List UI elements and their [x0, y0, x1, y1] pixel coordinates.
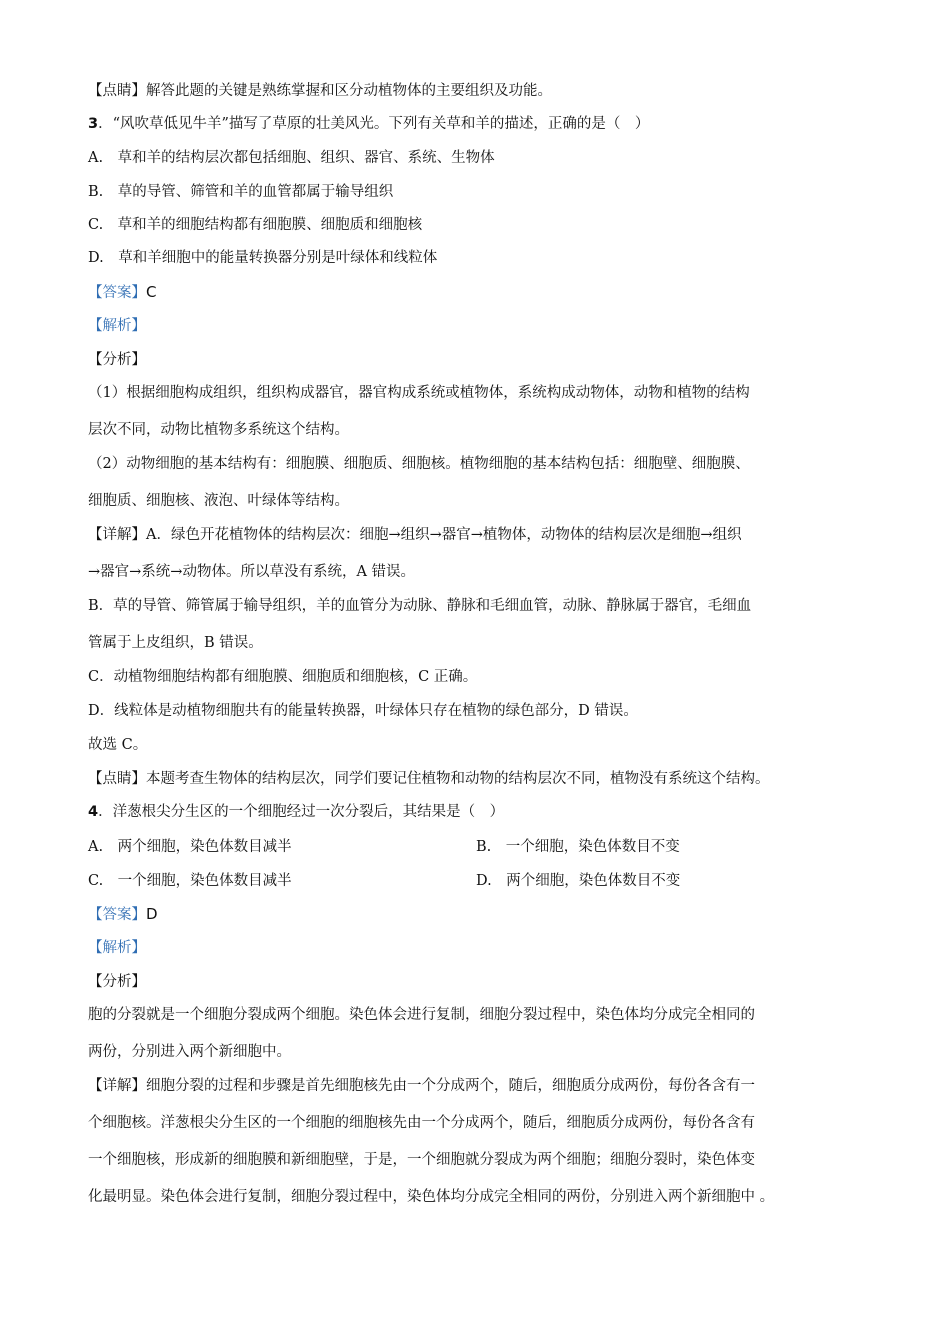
q3-xiangjie-line: C．动植物细胞结构都有细胞膜、细胞质和细胞核，C 正确。 — [88, 669, 478, 685]
q3-xiangjie-line: 故选 C。 — [88, 737, 148, 753]
xiangjie-line: A．绿色开花植物体的结构层次：细胞→组织→器官→植物体，动物体的结构层次是细胞→组织 — [146, 527, 742, 543]
q4-option-b: B. 一个细胞，染色体数目不变 — [476, 839, 680, 855]
q4-fenxi-line: 两份，分别进入两个新细胞中。 — [88, 1044, 291, 1060]
q4-option-d: D. 两个细胞，染色体数目不变 — [476, 873, 681, 889]
q4-xiangjie-line: 个细胞核。洋葱根尖分生区的一个细胞的细胞核先由一个分成两个，随后，细胞质分成两份，每份各含有 — [88, 1115, 755, 1131]
q4-fenxi-line: 胞的分裂就是一个细胞分裂成两个细胞。染色体会进行复制，细胞分裂过程中，染色体均分成完全相同的 — [88, 1007, 755, 1023]
answer-tag: 【答案】 — [88, 285, 146, 301]
q4-xiangjie — [88, 1076, 880, 1096]
q3-option-d: D. 草和羊细胞中的能量转换器分别是叶绿体和线粒体 — [88, 250, 438, 266]
q3-option-a: A. 草和羊的结构层次都包括细胞、组织、器官、系统、生物体 — [88, 150, 495, 166]
q3-option-b: B. 草的导管、筛管和羊的血管都属于输导组织 — [88, 184, 394, 200]
q4-option-c: C. 一个细胞，染色体数目减半 — [88, 873, 292, 889]
dianjing-tag: 【点睛】 — [88, 771, 146, 787]
answer-tag: 【答案】 — [88, 907, 146, 923]
q4-xiangjie-line: 化最明显。染色体会进行复制，细胞分裂过程中，染色体均分成完全相同的两份，分别进入两个新细胞中 。 — [88, 1189, 775, 1205]
dianjing-tag: 【点睛】 — [88, 83, 146, 99]
q3-fenxi-line: 层次不同，动物比植物多系统这个结构。 — [88, 422, 349, 438]
q4-answer — [88, 904, 880, 925]
question-stem: ．洋葱根尖分生区的一个细胞经过一次分裂后，其结果是（ ） — [98, 804, 505, 820]
q3-fenxi-tag: 【分析】 — [88, 352, 146, 368]
q3-fenxi-line: （1）根据细胞构成组织，组织构成器官，器官构成系统或植物体，系统构成动物体，动物和植物的结构 — [88, 385, 750, 401]
q3-stem — [88, 114, 880, 134]
question-number: 4 — [88, 804, 99, 820]
q4-option-a: A. 两个细胞，染色体数目减半 — [88, 839, 292, 855]
answer-value: D — [146, 905, 158, 923]
q4-xiangjie-line: 一个细胞核，形成新的细胞膜和新细胞壁，于是，一个细胞就分裂成为两个细胞；细胞分裂时，染色体变 — [88, 1152, 755, 1168]
q3-xiangjie-line: →器官→系统→动物体。所以草没有系统，A 错误。 — [88, 564, 416, 580]
q4-options-row-1 — [88, 837, 880, 857]
q3-fenxi-line: 细胞质、细胞核、液泡、叶绿体等结构。 — [88, 493, 349, 509]
answer-value: C — [146, 283, 157, 301]
q3-jiexi-tag: 【解析】 — [88, 318, 146, 334]
q3-xiangjie-line: D．线粒体是动植物细胞共有的能量转换器，叶绿体只存在植物的绿色部分，D 错误。 — [88, 703, 638, 719]
q3-option-c: C. 草和羊的细胞结构都有细胞膜、细胞质和细胞核 — [88, 217, 423, 233]
q4-fenxi-tag: 【分析】 — [88, 974, 146, 990]
question-number: 3 — [88, 116, 99, 132]
q3-xiangjie-line: B．草的导管、筛管属于输导组织，羊的血管分为动脉、静脉和毛细血管，动脉、静脉属于器官，毛细血 — [88, 598, 752, 614]
q3-dianjing — [88, 769, 880, 789]
xiangjie-tag: 【详解】 — [88, 1078, 146, 1094]
dianjing-text: 本题考查生物体的结构层次，同学们要记住植物和动物的结构层次不同，植物没有系统这个结构。 — [146, 771, 770, 787]
q2-dianjing — [88, 81, 880, 101]
q4-options-row-2 — [88, 871, 880, 891]
q3-xiangjie-line: 管属于上皮组织，B 错误。 — [88, 635, 263, 651]
xiangjie-tag: 【详解】 — [88, 527, 146, 543]
dianjing-text: 解答此题的关键是熟练掌握和区分动植物体的主要组织及功能。 — [146, 83, 552, 99]
xiangjie-line: 细胞分裂的过程和步骤是首先细胞核先由一个分成两个，随后，细胞质分成两份，每份各含有一 — [146, 1078, 755, 1094]
q3-fenxi-line: （2）动物细胞的基本结构有：细胞膜、细胞质、细胞核。植物细胞的基本结构包括：细胞壁、细胞膜、 — [88, 456, 750, 472]
q4-jiexi-tag: 【解析】 — [88, 940, 146, 956]
q3-answer — [88, 282, 880, 303]
q3-xiangjie — [88, 525, 880, 545]
question-stem: ．“风吹草低见牛羊”描写了草原的壮美风光。下列有关草和羊的描述，正确的是（ ） — [98, 116, 650, 132]
q4-stem — [88, 802, 880, 822]
